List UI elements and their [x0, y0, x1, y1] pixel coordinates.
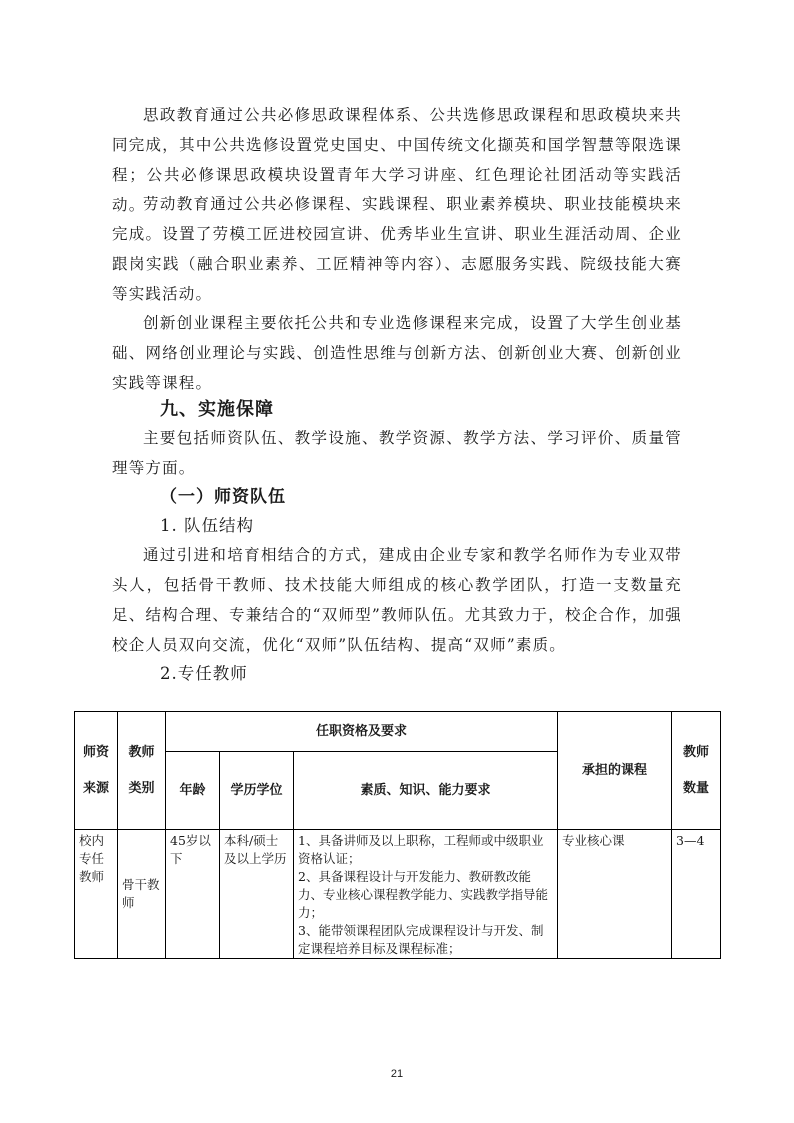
paragraph-labor-education: 劳动教育通过公共必修课程、实践课程、职业素养模块、职业技能模块来完成。设置了劳模工匠进校园宣讲、优秀毕业生宣讲、职业生涯活动周、企业跟岗实践（融合职业素养、工匠精神等内容）、志愿服务实践、院级技能大赛等实践活动。: [112, 195, 682, 303]
page-number: 21: [390, 1068, 404, 1080]
cell-type: 骨干教师: [118, 830, 166, 959]
header-age: 年龄: [166, 752, 220, 830]
header-count-line1: 教师: [683, 744, 710, 760]
heading-team-structure: 1. 队伍结构: [160, 516, 254, 535]
paragraph-team-structure: 通过引进和培育相结合的方式，建成由企业专家和教学名师作为专业双带头人，包括骨干教师、技术技能大师组成的核心教学团队，打造一支数量充足、结构合理、专兼结合的“双师型”教师队伍。尤其致力于，校企合作，加强校企人员双向交流，优化“双师”队伍结构、提高“双师”素质。: [112, 546, 682, 654]
header-source-line2: 来源: [82, 780, 109, 796]
header-source-line1: 师资: [82, 744, 109, 760]
table-row: [75, 830, 721, 959]
paragraph-guarantee-overview: 主要包括师资队伍、教学设施、教学资源、教学方法、学习评价、质量管理等方面。: [112, 429, 682, 477]
header-qualification: 任职资格及要求: [166, 712, 558, 752]
teacher-requirements-table: [74, 711, 721, 959]
ability-item-2: 2、具备课程设计与开发能力、教研教改能力、专业核心课程教学能力、实践教学指导能力；: [298, 869, 549, 920]
header-teacher-type: [118, 712, 166, 830]
header-type-line2: 类别: [128, 780, 155, 796]
cell-education: 本科/硕士及以上学历: [220, 830, 294, 959]
header-type-line1: 教师: [128, 744, 155, 760]
heading-section-9: 九、实施保障: [160, 399, 274, 420]
cell-age: 45岁以下: [166, 830, 220, 959]
cell-count: 3—4: [672, 830, 721, 959]
header-education: 学历学位: [220, 752, 294, 830]
heading-full-time-teachers: 2.专任教师: [160, 664, 248, 683]
cell-ability: [294, 830, 558, 959]
cell-courses: 专业核心课: [558, 830, 672, 959]
ability-item-3: 3、能带领课程团队完成课程设计与开发、制定课程培养目标及课程标准；: [298, 923, 544, 956]
header-count-line2: 数量: [683, 780, 710, 796]
header-courses: 承担的课程: [558, 712, 672, 830]
paragraph-ideological-education: 思政教育通过公共必修思政课程体系、公共选修思政课程和思政模块来共同完成，其中公共选修设置党史国史、中国传统文化撷英和国学智慧等限选课程；公共必修课思政模块设置青年大学习讲座、红色理论社团活动等实践活动。: [112, 106, 682, 214]
paragraph-innovation-courses: 创新创业课程主要依托公共和专业选修课程来完成，设置了大学生创业基础、网络创业理论与实践、创造性思维与创新方法、创新创业大赛、创新创业实践等课程。: [112, 314, 682, 392]
header-teacher-count: [672, 712, 721, 830]
heading-faculty: （一）师资队伍: [160, 487, 286, 507]
header-teacher-source: [75, 712, 118, 830]
header-ability: 素质、知识、能力要求: [294, 752, 558, 830]
ability-item-1: 1、具备讲师及以上职称，工程师或中级职业资格认证；: [298, 833, 544, 866]
cell-source: 校内专任教师: [75, 830, 118, 959]
